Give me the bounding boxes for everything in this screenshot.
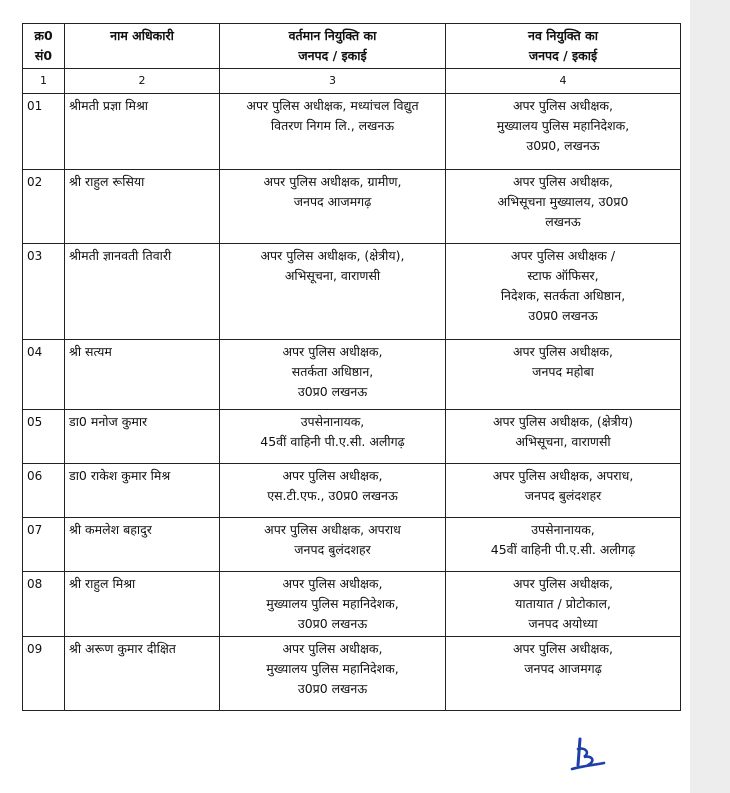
- column-number: 2: [65, 69, 220, 94]
- current-posting: [220, 637, 446, 711]
- table-row: [23, 518, 681, 572]
- header-row: [23, 24, 681, 69]
- posting-line: अभिसूचना, वाराणसी: [284, 268, 381, 283]
- posting-line: अपर पुलिस अधीक्षक, मध्यांचल विद्युत: [246, 98, 419, 113]
- serial-number: 06: [23, 464, 65, 518]
- new-posting: [446, 244, 681, 340]
- serial-number: 04: [23, 340, 65, 410]
- current-posting: [220, 572, 446, 637]
- posting-line: 45वीं वाहिनी पी.ए.सी. अलीगढ़: [490, 542, 636, 557]
- new-posting: [446, 464, 681, 518]
- table-row: [23, 572, 681, 637]
- posting-line: जनपद बुलंदशहर: [524, 488, 602, 503]
- posting-line: अपर पुलिस अधीक्षक,: [282, 641, 383, 656]
- current-posting: [220, 170, 446, 244]
- current-posting: [220, 340, 446, 410]
- column-number-row: [23, 69, 681, 94]
- header-current-posting: वर्तमान नियुक्ति का जनपद / इकाई: [220, 24, 446, 69]
- officer-name: श्री राहुल रूसिया: [65, 170, 220, 244]
- new-posting: [446, 340, 681, 410]
- serial-number: 09: [23, 637, 65, 711]
- posting-line: अपर पुलिस अधीक्षक,: [282, 468, 383, 483]
- posting-line: यातायात / प्रोटोकाल,: [515, 596, 611, 611]
- posting-line: जनपद अयोध्या: [528, 616, 598, 631]
- posting-line: अपर पुलिस अधीक्षक,: [513, 98, 613, 113]
- posting-line: अपर पुलिस अधीक्षक,: [282, 576, 383, 591]
- transfer-table: [22, 23, 681, 711]
- posting-line: अपर पुलिस अधीक्षक,: [513, 576, 613, 591]
- table-row: [23, 340, 681, 410]
- posting-line: उपसेनानायक,: [300, 414, 365, 429]
- posting-line: उ0प्र0 लखनऊ: [297, 616, 368, 631]
- posting-line: अपर पुलिस अधीक्षक, ग्रामीण,: [263, 174, 402, 189]
- header-name: नाम अधिकारी: [65, 24, 220, 69]
- posting-line: उ0प्र0, लखनऊ: [526, 138, 600, 153]
- current-posting: [220, 94, 446, 170]
- serial-number: 03: [23, 244, 65, 340]
- posting-line: अपर पुलिस अधीक्षक, अपराध: [264, 522, 401, 537]
- officer-name: डा0 राकेश कुमार मिश्र: [65, 464, 220, 518]
- column-number: 1: [23, 69, 65, 94]
- new-posting: [446, 637, 681, 711]
- posting-line: 45वीं वाहिनी पी.ए.सी. अलीगढ़: [260, 434, 405, 449]
- posting-line: वितरण निगम लि., लखनऊ: [270, 118, 395, 133]
- posting-line: अपर पुलिस अधीक्षक,: [513, 344, 613, 359]
- posting-line: अभिसूचना, वाराणसी: [515, 434, 611, 449]
- officer-name: डा0 मनोज कुमार: [65, 410, 220, 464]
- table-body: [23, 94, 681, 711]
- new-posting: [446, 170, 681, 244]
- posting-line: जनपद महोबा: [532, 364, 594, 379]
- officer-name: श्री अरूण कुमार दीक्षित: [65, 637, 220, 711]
- posting-line: जनपद बुलंदशहर: [294, 542, 371, 557]
- posting-line: मुख्यालय पुलिस महानिदेशक,: [266, 596, 399, 611]
- posting-line: अभिसूचना मुख्यालय, उ0प्र0: [497, 194, 629, 209]
- header-new-posting: नव नियुक्ति का जनपद / इकाई: [446, 24, 681, 69]
- serial-number: 05: [23, 410, 65, 464]
- posting-line: उ0प्र0 लखनऊ: [528, 308, 598, 323]
- officer-name: श्री सत्यम: [65, 340, 220, 410]
- table-row: [23, 244, 681, 340]
- table-row: [23, 94, 681, 170]
- column-number: 4: [446, 69, 681, 94]
- table-row: [23, 637, 681, 711]
- posting-line: मुख्यालय पुलिस महानिदेशक,: [496, 118, 630, 133]
- posting-line: एस.टी.एफ., उ0प्र0 लखनऊ: [267, 488, 398, 503]
- officer-name: श्रीमती ज्ञानवती तिवारी: [65, 244, 220, 340]
- new-posting: [446, 94, 681, 170]
- serial-number: 08: [23, 572, 65, 637]
- posting-line: अपर पुलिस अधीक्षक,: [282, 344, 383, 359]
- officer-name: श्रीमती प्रज्ञा मिश्रा: [65, 94, 220, 170]
- posting-line: जनपद आजमगढ़: [293, 194, 372, 209]
- column-number: 3: [220, 69, 446, 94]
- page-margin: [690, 0, 730, 793]
- table-row: [23, 410, 681, 464]
- posting-line: अपर पुलिस अधीक्षक, (क्षेत्रीय),: [260, 248, 405, 263]
- posting-line: अपर पुलिस अधीक्षक, अपराध,: [492, 468, 634, 483]
- current-posting: [220, 410, 446, 464]
- table-row: [23, 170, 681, 244]
- new-posting: [446, 572, 681, 637]
- posting-line: अपर पुलिस अधीक्षक,: [513, 174, 613, 189]
- officer-name: श्री कमलेश बहादुर: [65, 518, 220, 572]
- posting-line: उ0प्र0 लखनऊ: [297, 681, 368, 696]
- posting-line: अपर पुलिस अधीक्षक, (क्षेत्रीय): [492, 414, 634, 429]
- posting-line: निदेशक, सतर्कता अधिष्ठान,: [500, 288, 626, 303]
- current-posting: [220, 464, 446, 518]
- table-row: [23, 464, 681, 518]
- header-sno: क्र0 सं0: [23, 24, 65, 69]
- posting-line: अपर पुलिस अधीक्षक /: [510, 248, 616, 263]
- serial-number: 02: [23, 170, 65, 244]
- posting-line: सतर्कता अधिष्ठान,: [291, 364, 374, 379]
- new-posting: [446, 518, 681, 572]
- serial-number: 07: [23, 518, 65, 572]
- posting-line: उपसेनानायक,: [531, 522, 595, 537]
- posting-line: जनपद आजमगढ़: [524, 661, 602, 676]
- posting-line: लखनऊ: [545, 214, 581, 229]
- posting-line: स्टाफ ऑफिसर,: [527, 268, 599, 283]
- current-posting: [220, 518, 446, 572]
- signature-mark: [566, 735, 606, 775]
- posting-line: उ0प्र0 लखनऊ: [297, 384, 368, 399]
- officer-name: श्री राहुल मिश्रा: [65, 572, 220, 637]
- posting-line: मुख्यालय पुलिस महानिदेशक,: [266, 661, 399, 676]
- new-posting: [446, 410, 681, 464]
- posting-line: अपर पुलिस अधीक्षक,: [513, 641, 613, 656]
- serial-number: 01: [23, 94, 65, 170]
- current-posting: [220, 244, 446, 340]
